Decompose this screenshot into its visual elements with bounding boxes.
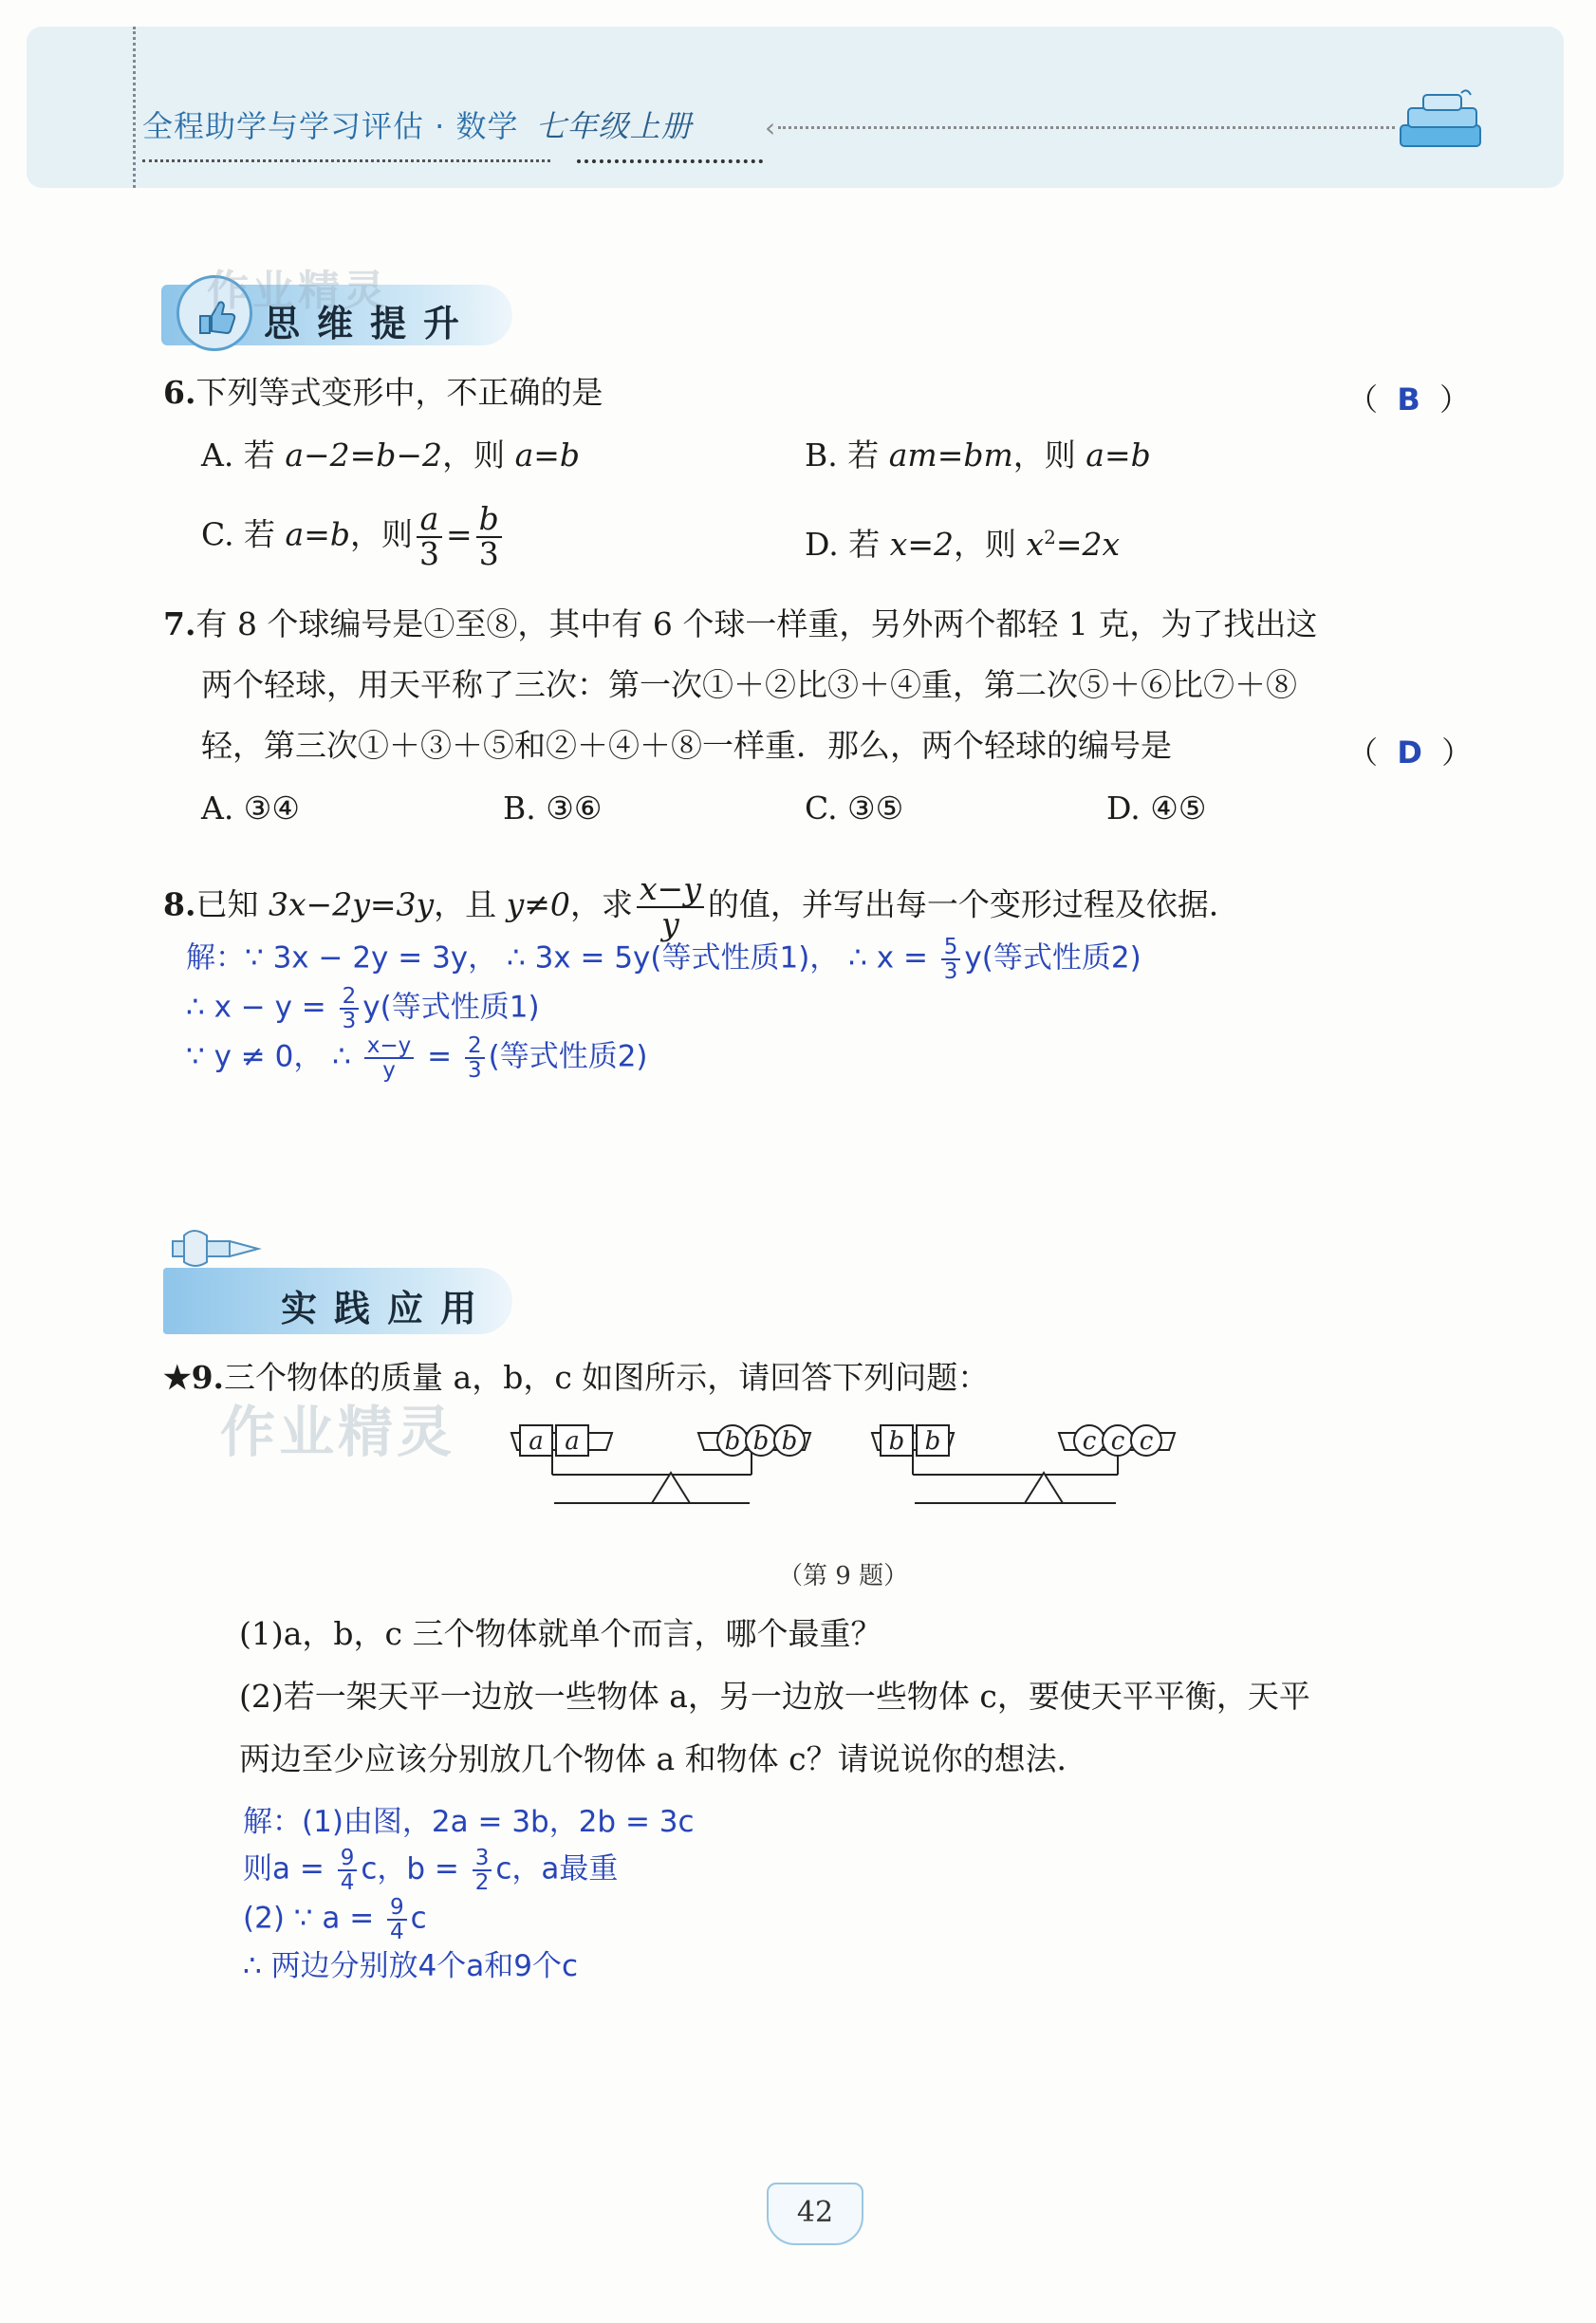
header-dotted-arrow [778, 126, 1395, 129]
q8-stem [163, 870, 1240, 942]
q8-sol3-num: 2 [465, 1034, 485, 1059]
q7-line-3: 轻，第三次①＋③＋⑤和②＋④＋⑧一样重．那么，两个轻球的编号是 [201, 727, 1172, 764]
q9-sol2-den-2: 2 [474, 1870, 490, 1896]
q6-answer: B [1397, 381, 1420, 418]
header-underline [142, 159, 550, 162]
q8-sol2-tail: y(等式性质1) [362, 990, 540, 1025]
q6-a-result: a=b [514, 437, 581, 474]
q6-answer-bracket: （ B ） [1347, 381, 1471, 418]
q8-sol1-num: 5 [941, 936, 961, 960]
q7-option-b: B. ③⑥ [503, 790, 603, 827]
q8-frac-den: y [661, 904, 679, 942]
balance-figure [493, 1414, 1215, 1547]
q6-c-expr: a=b [285, 515, 350, 553]
q9-solution-line-1: 解：(1)由图，2a = 3b，2b = 3c [243, 1805, 695, 1839]
q6-b-prefix: B. 若 [805, 437, 889, 474]
fig-b-3: b [781, 1427, 798, 1456]
q8-sol2-num: 2 [340, 985, 360, 1010]
q9-number: ★9. [163, 1359, 225, 1396]
q8-number: 8. [163, 885, 196, 923]
q6-a-prefix: A. 若 [201, 437, 286, 474]
q6-c-mid: ，则 [350, 515, 413, 553]
book-title [142, 102, 693, 146]
q6-text: 下列等式变形中，不正确的是 [195, 374, 603, 411]
q9-figure-caption: （第 9 题） [778, 1562, 909, 1590]
grade-subtitle: 七年级上册 [535, 108, 693, 144]
q6-d-tail: =2x [1055, 526, 1121, 563]
fig-b-2: b [752, 1427, 770, 1456]
q8-text-b: ，且 [434, 885, 507, 923]
q8-text-c: ，求 [569, 885, 633, 923]
q6-c-num-a: a [417, 503, 442, 538]
q8-fraction [637, 870, 704, 942]
q9-sol2-frac-2 [473, 1847, 492, 1894]
q9-sol3-tail: c [410, 1901, 427, 1936]
fig-b-4: b [888, 1427, 905, 1456]
q6-b-mid: ，则 [1012, 437, 1086, 474]
q9-sol2-mid: c，b = [361, 1851, 469, 1886]
q6-a-expr: a−2=b−2 [285, 437, 443, 474]
q8-sol3-fnum: x−y [364, 1034, 415, 1059]
q8-sol1-tail: y(等式性质2) [964, 940, 1141, 976]
q8-sol1-frac [941, 936, 961, 983]
series-title: 全程助学与学习评估 · 数学 [142, 108, 519, 144]
q6-c-eq: = [446, 515, 473, 553]
q8-text-a: 已知 [195, 885, 269, 923]
q9-part-2-line-1: (2)若一架天平一边放一些物体 a，另一边放一些物体 c，要使天平平衡，天平 [239, 1678, 1310, 1715]
q7-text-1: 有 8 个球编号是①至⑧，其中有 6 个球一样重，另外两个都轻 1 克，为了找出这 [195, 605, 1318, 642]
q9-sol2-frac-1 [338, 1847, 358, 1894]
q7-option-c: C. ③⑤ [805, 790, 904, 827]
q7-answer: D [1397, 734, 1422, 771]
q6-number: 6. [163, 374, 196, 411]
fig-a-2: a [565, 1427, 580, 1456]
q6-option-a [201, 435, 580, 476]
q6-c-den-a: 3 [419, 534, 439, 572]
q6-d-expr: x=2 [889, 526, 955, 563]
q8-sol2-frac [340, 985, 360, 1032]
books-icon [1395, 87, 1486, 154]
q7-number: 7. [163, 605, 196, 642]
q6-a-mid: ，则 [442, 437, 515, 474]
q8-sol2-text: ∴ x − y = [186, 990, 336, 1025]
q9-sol2-text: 则a = [243, 1851, 334, 1886]
fig-b-1: b [724, 1427, 741, 1456]
q7-answer-bracket: （ D ） [1347, 734, 1473, 771]
q9-sol3-text: (2) ∵ a = [243, 1901, 384, 1936]
q6-c-frac-a [417, 500, 442, 572]
q8-frac-num: x−y [637, 873, 704, 908]
q9-sol3-frac [387, 1896, 407, 1943]
q9-solution-line-3 [243, 1896, 427, 1943]
section-thinking-title: 思维提升 [264, 303, 477, 344]
q9-sol3-num: 9 [387, 1896, 407, 1921]
fig-a-1: a [529, 1427, 544, 1456]
q9-sol2-num-2: 3 [473, 1847, 492, 1871]
q7-line-2: 两个轻球，用天平称了三次：第一次①＋②比③＋④重，第二次⑤＋⑥比⑦＋⑧ [201, 666, 1297, 703]
q9-part-2-line-2: 两边至少应该分别放几个物体 a 和物体 c？请说说你的想法． [239, 1740, 1088, 1777]
fig-c-1: c [1082, 1427, 1097, 1456]
q8-sol3-fden: y [382, 1058, 396, 1084]
q6-b-expr: am=bm [888, 437, 1013, 474]
q8-sol3-frac-xy [364, 1034, 415, 1082]
q8-sol3-text: ∵ y ≠ 0， ∴ [186, 1039, 361, 1074]
q6-option-d [805, 516, 1120, 566]
arrow-left-icon: ‹ [765, 112, 776, 143]
fig-c-2: c [1110, 1427, 1125, 1456]
q8-sol1-text: 解：∵ 3x − 2y = 3y， ∴ 3x = 5y(等式性质1)， ∴ x = [186, 940, 937, 976]
q7-option-d: D. ④⑤ [1106, 790, 1207, 827]
q6-c-frac-b [476, 500, 502, 572]
q6-stem [163, 372, 603, 414]
q9-part-1: (1)a，b，c 三个物体就单个而言，哪个最重？ [239, 1615, 882, 1652]
q9-solution-line-4: ∴ 两边分别放4个a和9个c [243, 1949, 579, 1983]
q9-sol2-den-1: 4 [340, 1870, 355, 1896]
q6-c-den-b: 3 [478, 534, 499, 572]
q6-d-prefix: D. 若 [805, 526, 890, 563]
header-divider [133, 27, 136, 188]
q8-equation: 3x−2y=3y [268, 885, 435, 923]
q6-c-prefix: C. 若 [201, 515, 286, 553]
watermark-practice: 作业精灵 [220, 1400, 456, 1464]
q8-text-d: 的值，并写出每一个变形过程及依据． [707, 885, 1240, 923]
q8-sol3-eq: = [418, 1039, 461, 1074]
fig-b-5: b [924, 1427, 941, 1456]
q6-option-b [805, 435, 1151, 476]
q8-condition: y≠0 [506, 885, 570, 923]
q8-sol1-den: 3 [943, 959, 958, 985]
q6-d-base: x [1026, 526, 1045, 563]
page-number: 42 [767, 2183, 863, 2245]
fig-c-3: c [1139, 1427, 1154, 1456]
q6-d-exponent: 2 [1044, 526, 1056, 548]
q8-sol3-den: 3 [467, 1058, 482, 1084]
q8-sol3-frac [465, 1034, 485, 1082]
q6-c-num-b: b [476, 503, 502, 538]
q9-text: 三个物体的质量 a，b，c 如图所示，请回答下列问题： [224, 1359, 990, 1396]
q8-solution-line-1 [186, 936, 1141, 983]
q8-solution-line-3 [186, 1034, 648, 1082]
q7-line-1 [163, 604, 1317, 645]
q7-option-a: A. ③④ [201, 790, 300, 827]
q9-sol2-tail: c，a最重 [495, 1851, 619, 1886]
q9-sol3-den: 4 [390, 1920, 404, 1945]
watermark-thinking: 作业精灵 [207, 267, 389, 315]
q8-sol3-tail: (等式性质2) [488, 1039, 648, 1074]
q6-option-c [201, 500, 506, 572]
section-practice-title: 实践应用 [281, 1288, 494, 1329]
q8-sol2-den: 3 [342, 1009, 357, 1034]
q6-d-mid: ，则 [954, 526, 1027, 563]
q9-solution-line-2 [243, 1847, 618, 1894]
q9-sol2-num-1: 9 [338, 1847, 358, 1871]
q6-b-result: a=b [1086, 437, 1151, 474]
q8-solution-line-2 [186, 985, 540, 1032]
header-underline-bold [577, 159, 763, 163]
pencil-hand-icon [171, 1224, 275, 1272]
